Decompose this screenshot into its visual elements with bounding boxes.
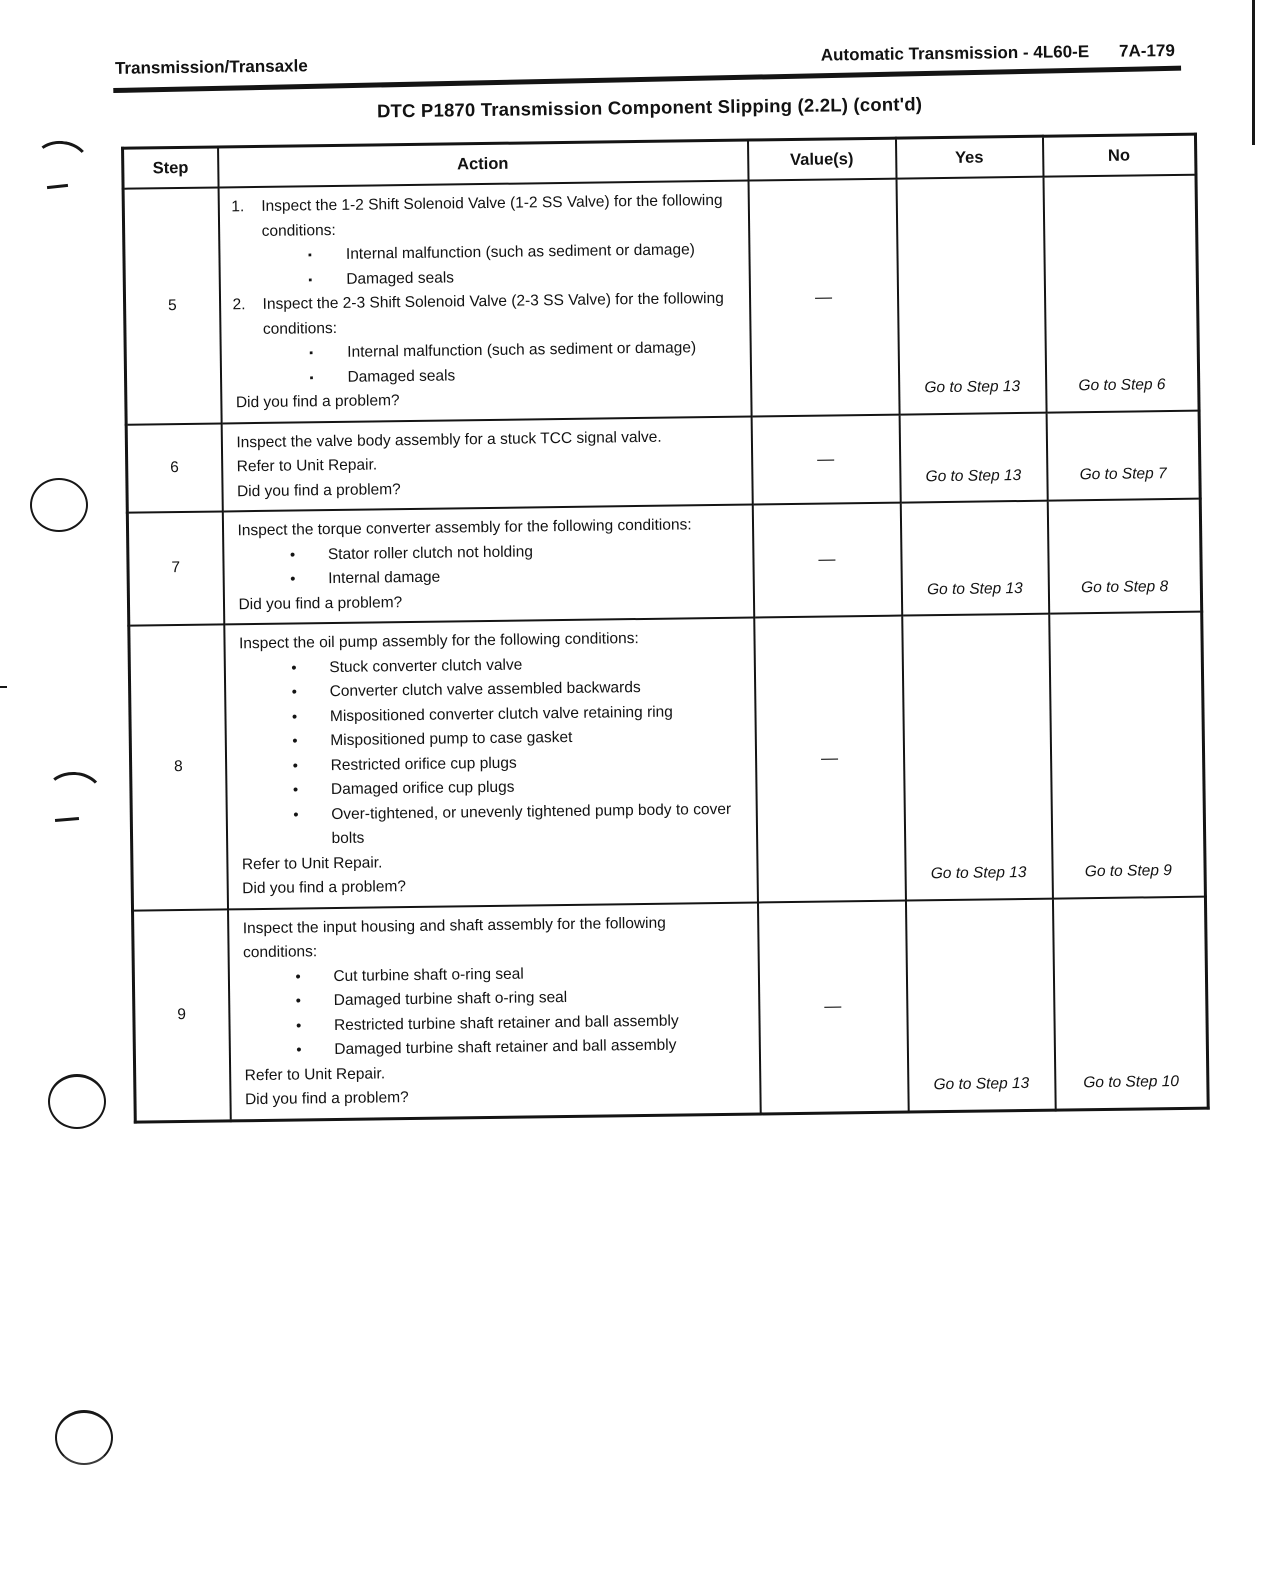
value-cell: — (751, 414, 900, 504)
action-numbered-item (219, 189, 748, 245)
diagnostic-table (121, 133, 1210, 1124)
action-paragraph: Inspect the oil pump assembly for the following conditions: (238, 630, 639, 653)
no-cell: Go to Step 8 (1047, 499, 1201, 614)
action-cell (218, 181, 751, 423)
item-text: • Over-tightened, or unevenly tightened pump body to cover bolts (331, 800, 732, 848)
page-number: 7A-179 (1118, 40, 1175, 61)
no-cell: Go to Step 7 (1046, 410, 1200, 500)
yes-cell: Go to Step 13 (896, 177, 1046, 414)
no-cell: Go to Step 9 (1049, 612, 1206, 898)
item-text: • Cut turbine shaft o-ring seal (333, 965, 524, 985)
item-text: ▪ Internal malfunction (such as sediment or damage) (347, 339, 697, 361)
column-header-yes: Yes (895, 136, 1043, 178)
item-text: ▪ Damaged seals (347, 366, 456, 386)
item-text: • Restricted orifice cup plugs (330, 754, 517, 774)
item-text: • Converter clutch valve assembled backwards (329, 678, 641, 701)
action-bullet-item (227, 797, 756, 853)
action-numbered-item (220, 287, 749, 343)
action-cell (228, 902, 761, 1120)
item-text: • Internal damage (328, 568, 441, 588)
no-cell: Go to Step 6 (1043, 175, 1199, 412)
action-cell (224, 618, 758, 909)
step-cell: 5 (123, 187, 221, 424)
yes-cell: Go to Step 13 (905, 898, 1055, 1111)
table-row (123, 175, 1199, 425)
action-paragraph: Inspect the valve body assembly for a stuck TCC signal valve. (236, 428, 662, 451)
item-number: 2. (232, 296, 246, 314)
yes-cell: Go to Step 13 (899, 412, 1047, 502)
yes-cell: Go to Step 13 (902, 614, 1053, 900)
running-header (821, 41, 1175, 66)
item-number: 1. (231, 198, 245, 216)
column-header-values: Value(s) (747, 138, 896, 180)
column-header-step: Step (123, 147, 219, 189)
action-paragraph: Did you find a problem? (244, 1089, 409, 1109)
value-cell: — (754, 616, 906, 902)
item-text: • Damaged turbine shaft o-ring seal (333, 988, 568, 1010)
action-paragraph: Did you find a problem? (238, 593, 403, 613)
action-paragraph: Refer to Unit Repair. (236, 456, 378, 476)
item-text: • Damaged turbine shaft retainer and ball assembly (334, 1036, 677, 1059)
action-paragraph: Did you find a problem? (242, 878, 407, 898)
column-header-no: No (1042, 134, 1196, 176)
item-text: • Damaged orifice cup plugs (330, 778, 515, 799)
item-text: Inspect the 2-3 Shift Solenoid Valve (2-3 SS Valve) for the following conditions: (262, 289, 724, 338)
item-text: • Stuck converter clutch valve (329, 656, 523, 676)
table-row (129, 612, 1206, 911)
item-text: Inspect the 1-2 Shift Solenoid Valve (1-2 SS Valve) for the following conditions: (261, 191, 723, 240)
table-row (127, 499, 1201, 626)
action-paragraph: Inspect the input housing and shaft assembly for the following conditions: (242, 914, 666, 962)
section-title: Transmission/Transaxle (114, 56, 308, 78)
step-cell: 9 (133, 909, 231, 1122)
action-paragraph: Refer to Unit Repair. (241, 853, 383, 873)
table-row (133, 896, 1209, 1122)
table-row (126, 410, 1200, 513)
value-cell: — (757, 900, 908, 1113)
value-cell: — (752, 503, 901, 618)
action-paragraph: Did you find a problem? (235, 392, 400, 412)
action-paragraph: Refer to Unit Repair. (244, 1064, 386, 1084)
step-cell: 8 (129, 624, 228, 910)
item-text: • Stator roller clutch not holding (327, 542, 534, 563)
item-text: • Restricted turbine shaft retainer and ball assembly (333, 1012, 679, 1034)
item-text: • Mispositioned converter clutch valve retaining ring (329, 703, 673, 725)
action-paragraph: Did you find a problem? (236, 480, 401, 500)
step-cell: 7 (127, 511, 223, 625)
item-text: ▪ Internal malfunction (such as sediment or damage) (345, 241, 695, 263)
value-cell: — (748, 179, 899, 416)
chapter-title: Automatic Transmission - 4L60-E (820, 42, 1090, 65)
item-text: • Mispositioned pump to case gasket (330, 728, 573, 750)
yes-cell: Go to Step 13 (900, 501, 1048, 616)
diagnostic-table-wrap (121, 133, 1210, 1124)
column-header-action: Action (218, 140, 748, 187)
no-cell: Go to Step 10 (1052, 896, 1208, 1109)
table-title: DTC P1870 Transmission Component Slipping (2.2L) (cont'd) (376, 93, 923, 122)
action-cell (222, 505, 753, 625)
step-cell: 6 (126, 423, 222, 513)
action-paragraph: Inspect the torque converter assembly for the following conditions: (237, 516, 692, 540)
action-cell (221, 416, 752, 511)
item-text: ▪ Damaged seals (346, 268, 455, 288)
